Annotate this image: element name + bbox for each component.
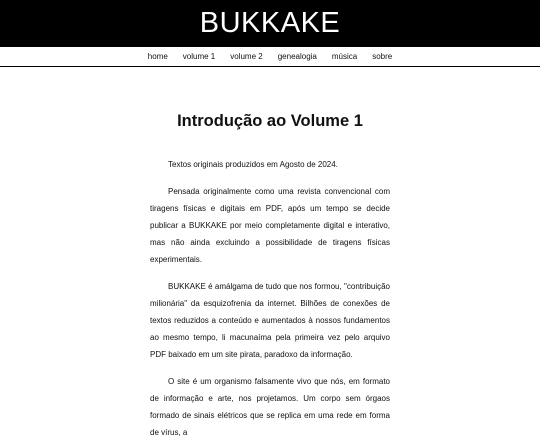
article	[150, 112, 390, 441]
article-paragraph: Pensada originalmente como uma revista convencional com tiragens físicas e digitais em PDF, após um tempo se decide publicar a BUKKAKE por meio completamente digital e interativo, mas não ainda excluindo a possibilidade de tiragens físicas experimentais.	[150, 187, 390, 264]
article-paragraph: BUKKAKE é amálgama de tudo que nos formou, "contribuição milionária" da esquizofrenia da internet. Bilhões de conexões de textos reduzidos a conteúdo e aumentados à nossos fundamentos ao mesmo tempo, li macunaíma pela primeira vez pelo arquivo PDF baixado em um site pirata, paradoxo da informação.	[150, 282, 390, 359]
site-header	[0, 0, 540, 47]
main-nav	[0, 47, 540, 67]
nav-musica-link[interactable]: música	[331, 52, 358, 61]
site-title[interactable]: BUKKAKE	[199, 7, 341, 39]
intro-paragraph: Textos originais produzidos em Agosto de 2024.	[168, 160, 338, 169]
nav-sobre-link[interactable]: sobre	[372, 52, 393, 61]
article-paragraph: O site é um organismo falsamente vivo que nós, em formato de informação e arte, nos projetamos. Um corpo sem órgaos formado de sinais elétricos que se replica em uma rede em forma de vírus, a	[150, 377, 390, 437]
page-title: Introdução ao Volume 1	[177, 112, 363, 130]
nav-genealogia-link[interactable]: genealogia	[277, 52, 317, 61]
nav-volume-2-link[interactable]: volume 2	[230, 52, 263, 61]
nav-volume-1-link[interactable]: volume 1	[182, 52, 216, 61]
nav-home-link[interactable]: home	[147, 52, 168, 61]
